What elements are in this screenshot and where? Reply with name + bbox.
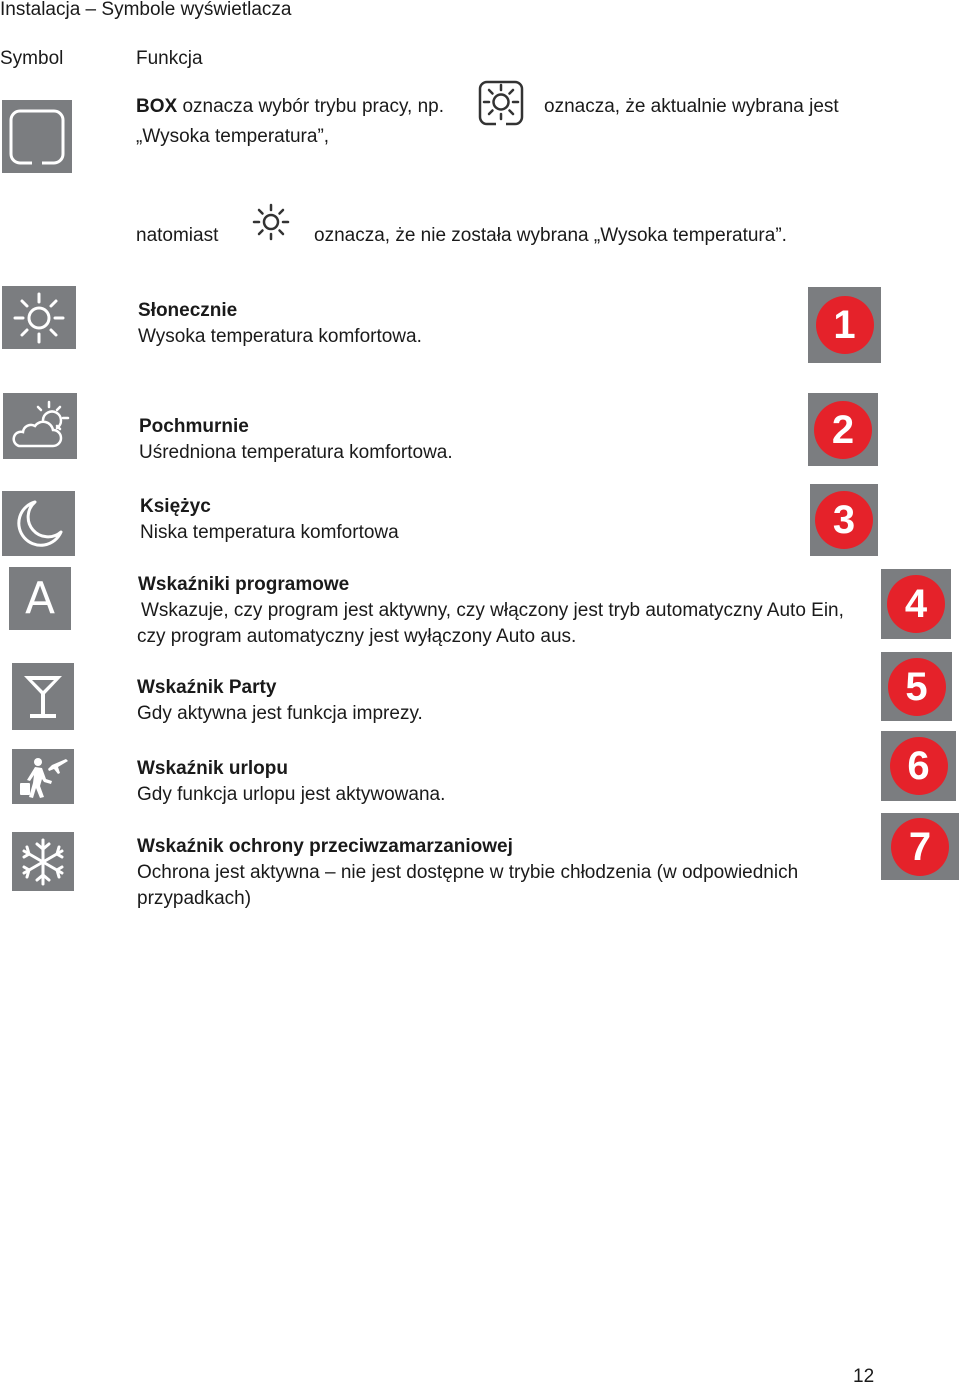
item-desc-frost-line2: przypadkach): [137, 888, 252, 909]
symbol-tile-frost: [12, 832, 74, 891]
item-desc-cloudy: Uśredniona temperatura komfortowa.: [139, 442, 453, 463]
item-desc-moon: Niska temperatura komfortowa: [140, 522, 399, 543]
item-title-frost: Wskaźnik ochrony przeciwzamarzaniowej: [137, 836, 513, 857]
item-desc-program-line1: Wskazuje, czy program jest aktywny, czy włączony jest tryb automatyczny Auto Ein,: [141, 600, 844, 621]
box-bold-label: BOX: [136, 96, 178, 117]
item-title-sunny: Słonecznie: [138, 300, 238, 321]
badge-tile-2: [808, 393, 878, 466]
badge-number-7: 7: [891, 818, 949, 876]
badge-number-4: 4: [887, 575, 945, 633]
item-desc-sunny: Wysoka temperatura komfortowa.: [138, 326, 422, 347]
item-desc-holiday: Gdy funkcja urlopu jest aktywowana.: [137, 784, 446, 805]
badge-tile-3: [810, 484, 878, 556]
cocktail-glass-icon: [18, 670, 68, 724]
box-symbol-tile: [2, 100, 72, 173]
badge-number-6: 6: [890, 737, 948, 795]
sun-icon: [11, 290, 67, 346]
box-selected-text: oznacza, że aktualnie wybrana jest: [544, 96, 839, 117]
symbol-tile-moon: [2, 491, 75, 556]
box-description-line2: „Wysoka temperatura”,: [136, 126, 330, 147]
column-header-symbol: Symbol: [0, 48, 64, 69]
column-header-function: Funkcja: [136, 48, 203, 69]
badge-number-2: 2: [814, 401, 872, 459]
item-desc-program-line2: czy program automatyczny jest wyłączony Auto aus.: [137, 626, 577, 647]
badge-tile-6: [881, 731, 956, 801]
symbol-tile-holiday: [12, 749, 74, 804]
item-title-moon: Księżyc: [140, 496, 211, 517]
symbol-tile-cloudy: [3, 393, 77, 459]
symbol-tile-party: [12, 663, 74, 730]
badge-tile-1: [808, 287, 881, 363]
badge-tile-7: [881, 813, 959, 880]
badge-tile-5: [881, 652, 952, 721]
box-icon: [6, 106, 68, 168]
item-title-program: Wskaźniki programowe: [138, 574, 350, 595]
symbol-tile-sunny: [2, 286, 76, 349]
sun-plain-icon: [252, 203, 290, 241]
snowflake-icon: [18, 837, 68, 887]
moon-icon: [11, 496, 67, 552]
page-title: Instalacja – Symbole wyświetlacza: [0, 0, 292, 20]
item-title-cloudy: Pochmurnie: [139, 416, 249, 437]
box-not-selected-text: oznacza, że nie została wybrana „Wysoka temperatura”.: [314, 225, 787, 246]
cloud-sun-icon: [9, 398, 71, 454]
page-number: 12: [853, 1366, 875, 1387]
symbol-tile-program: [9, 567, 71, 630]
sun-in-box-icon: [478, 80, 524, 126]
item-desc-party: Gdy aktywna jest funkcja imprezy.: [137, 703, 423, 724]
letter-a-icon: A: [24, 572, 56, 624]
box-whereas-text: natomiast: [136, 225, 219, 246]
item-title-party: Wskaźnik Party: [137, 677, 277, 698]
badge-tile-4: [881, 569, 951, 639]
traveler-plane-icon: [16, 753, 70, 801]
box-description-rest: oznacza wybór trybu pracy, np.: [177, 96, 445, 117]
badge-number-1: 1: [816, 296, 874, 354]
item-title-holiday: Wskaźnik urlopu: [137, 758, 288, 779]
box-description-line1: [136, 94, 444, 120]
badge-number-3: 3: [815, 491, 873, 549]
item-desc-frost-line1: Ochrona jest aktywna – nie jest dostępne w trybie chłodzenia (w odpowiednich: [137, 862, 799, 883]
badge-number-5: 5: [888, 658, 946, 716]
